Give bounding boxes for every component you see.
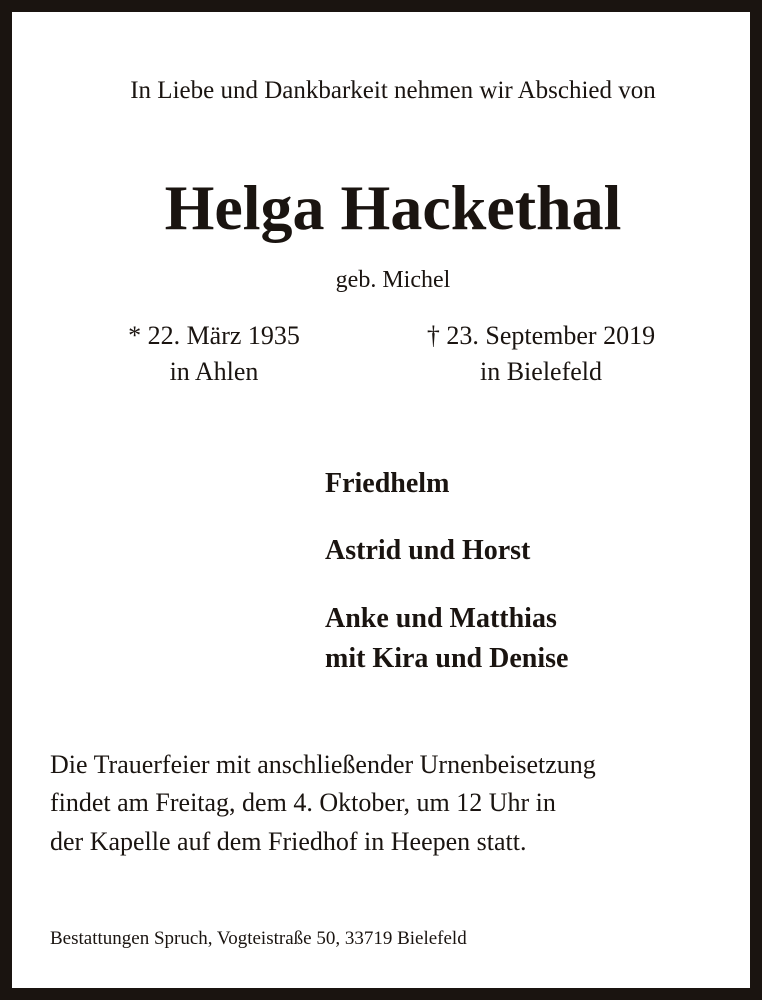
death-info	[382, 318, 700, 390]
death-place: in Bielefeld	[479, 357, 602, 386]
deceased-name: Helga Hackethal	[164, 172, 622, 243]
birth-place: in Ahlen	[169, 357, 259, 386]
death-date: † 23. September 2019	[426, 321, 656, 350]
service-line: Die Trauerfeier mit anschließender Urnenbeisetzung	[50, 750, 596, 779]
family-line: Astrid und Horst	[325, 535, 531, 566]
family-line: Friedhelm	[325, 468, 450, 499]
undertaker-info: Bestattungen Spruch, Vogteistraße 50, 33719 Bielefeld	[50, 928, 467, 949]
birth-date: * 22. März 1935	[128, 321, 300, 350]
birth-info	[92, 318, 336, 390]
family-line: mit Kira und Denise	[325, 643, 569, 674]
maiden-name: geb. Michel	[335, 267, 451, 293]
family-line: Anke und Matthias	[325, 603, 557, 634]
intro-text: In Liebe und Dankbarkeit nehmen wir Abschied von	[130, 77, 656, 104]
service-line: findet am Freitag, dem 4. Oktober, um 12 Uhr in	[50, 788, 556, 817]
service-line: der Kapelle auf dem Friedhof in Heepen statt.	[50, 827, 527, 856]
